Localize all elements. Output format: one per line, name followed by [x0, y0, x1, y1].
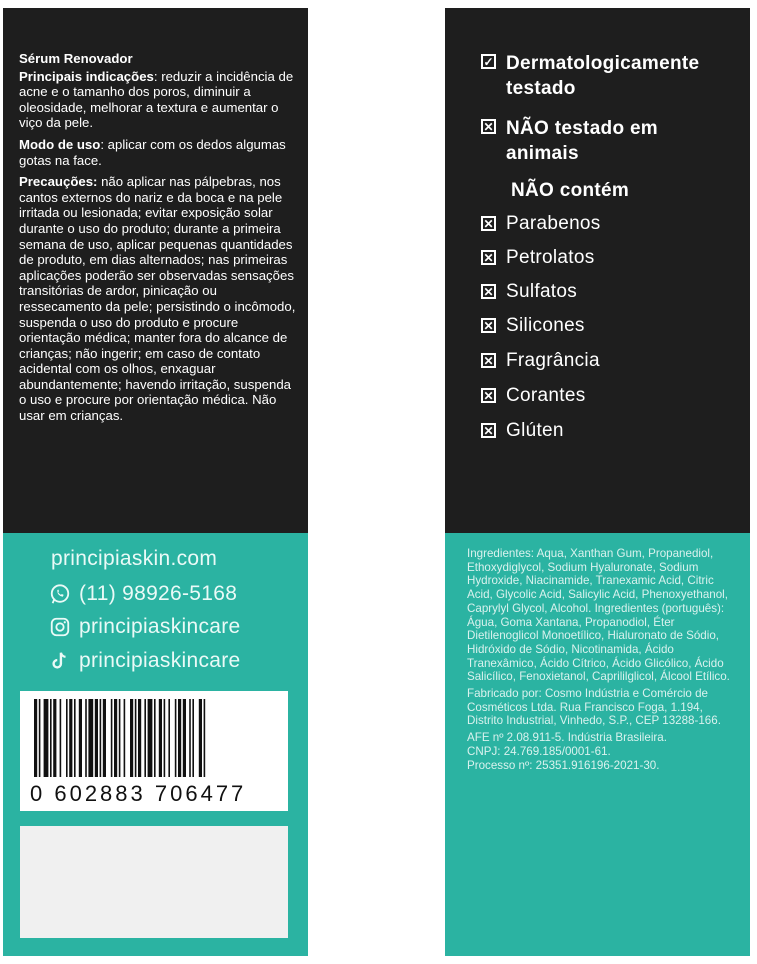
right-dark-section [445, 8, 750, 533]
free-from-label: Corantes [506, 385, 586, 406]
free-from-label: Fragrância [506, 350, 600, 371]
x-icon: ✕ [481, 318, 496, 333]
blank-label-area [20, 826, 288, 938]
x-icon: ✕ [481, 119, 496, 134]
product-description [19, 51, 299, 430]
x-icon: ✕ [481, 388, 496, 403]
x-icon: ✕ [481, 216, 496, 231]
free-from-item [481, 385, 586, 407]
usage-label: Modo de uso [19, 136, 101, 152]
free-from-item [481, 420, 564, 442]
ingredients-block [467, 547, 737, 772]
ingredients-text: Ingredientes: Aqua, Xanthan Gum, Propanediol, Ethoxydiglycol, Sodium Hyaluronate, Sodium Hydroxide, Niacinamide, Tranexamic Acid, Citric Acid, Glycolic Acid, Salicylic Acid, Phenoxyethanol, Caprylyl Glycol, Alcohol. Ingredientes (português): Água, Goma Xantana, Propanodiol, Éter Dietilenoglicol Monoetílico, Hialuronato de Sódio, Hidróxido de Sódio, Nicotinamida, Ácido Tranexâmico, Ácido Cítrico, Ácido Glicólico, Ácido Salicílico, Fenoxietanol, Caprililglicol, Álcool Etílico. [467, 547, 730, 684]
free-from-label: Parabenos [506, 213, 601, 234]
website-text: principiaskin.com [51, 547, 218, 570]
free-from-label: Petrolatos [506, 247, 595, 268]
x-icon: ✕ [481, 250, 496, 265]
phone-text: (11) 98926-5168 [79, 582, 238, 605]
free-from-label: Glúten [506, 420, 564, 441]
free-from-item [481, 350, 600, 372]
free-from-item [481, 281, 577, 303]
tiktok-text: principiaskincare [79, 649, 241, 672]
cnpj-text: CNPJ: 24.769.185/0001-61. [467, 744, 611, 758]
barcode [20, 691, 288, 811]
free-from-item [481, 213, 601, 235]
instagram-text: principiaskincare [79, 615, 241, 638]
x-icon: ✕ [481, 284, 496, 299]
free-from-label: Sulfatos [506, 281, 578, 302]
phone-row [49, 582, 237, 606]
barcode-number: 0 602883 706477 [30, 781, 247, 806]
left-dark-section [3, 8, 308, 533]
product-name: Sérum Renovador [19, 51, 133, 66]
claim-text: Dermatologicamente testado [506, 53, 700, 99]
indications-text: : reduzir a incidência de acne e o tamanho dos poros, diminuir a oleosidade, melhorar a textura e aumentar o viço da pele. [19, 68, 294, 131]
claim-not-tested-animals [481, 116, 706, 166]
free-from-item [481, 247, 595, 269]
instagram-row [49, 615, 241, 639]
barcode-bars [20, 691, 288, 781]
whatsapp-icon [49, 583, 71, 605]
x-icon: ✕ [481, 353, 496, 368]
precautions-label: Precauções: [19, 174, 98, 190]
instagram-icon [49, 616, 71, 638]
process-text: Processo nº: 25351.916196-2021-30. [467, 758, 660, 772]
tiktok-icon [49, 650, 71, 672]
free-from-item [481, 315, 585, 337]
precautions-text: não aplicar nas pálpebras, nos cantos externos do nariz e da boca e na pele irritada ou lesionada; evitar exposição solar durante o uso do produto; durante a primeira semana de uso, aplicar pequenas quantidades de produto, em dias alternados; nas primeiras aplicações poderão ser observadas sensações transitórias de ardor, pinicação ou ressecamento da pele; persistindo o incômodo, suspenda o uso do produto e procure orientação médica; manter fora do alcance de crianças; não ingerir; em caso de contato acidental com os olhos, enxaguar abundantemente; havendo irritação, suspenda o uso e procure por orientação médica. Não usar em crianças. [19, 174, 296, 424]
free-from-title: NÃO contém [511, 180, 630, 201]
indications-label: Principais indicações [19, 68, 154, 84]
afe-text: AFE nº 2.08.911-5. Indústria Brasileira. [467, 731, 667, 745]
usage-text: : aplicar com os dedos algumas gotas na face. [19, 136, 286, 168]
claim-dermatologically-tested [481, 51, 726, 101]
right-panel [445, 8, 750, 956]
x-icon: ✕ [481, 423, 496, 438]
manufacturer-text: Fabricado por: Cosmo Indústria e Comércio de Cosméticos Ltda. Rua Francisco Foga, 1.194, Distrito Industrial, Vinhedo, S.P., CEP 13288-166. [467, 687, 721, 728]
left-panel [3, 8, 308, 956]
claim-text: NÃO testado em animais [506, 118, 659, 164]
check-icon: ✓ [481, 54, 496, 69]
free-from-label: Silicones [506, 315, 585, 336]
tiktok-row [49, 649, 241, 673]
